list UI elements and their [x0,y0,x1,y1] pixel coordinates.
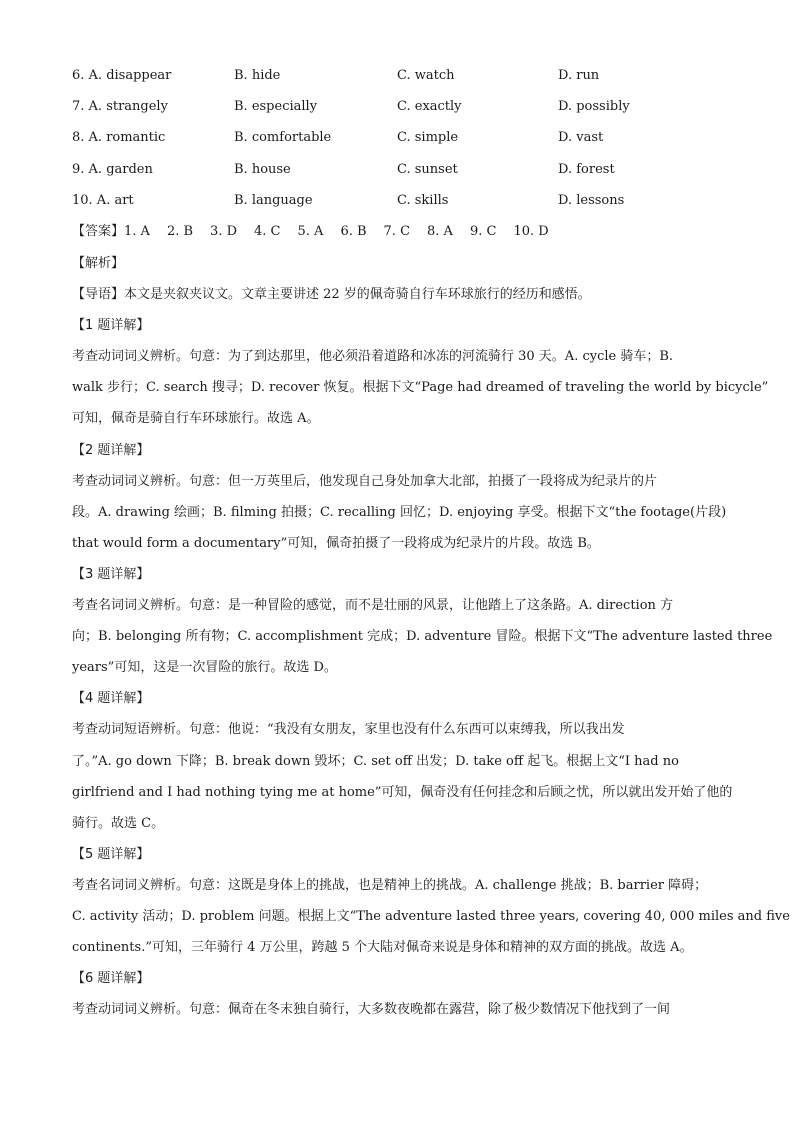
option-choice: 6. A. disappear [72,68,172,83]
answer-key [72,222,566,242]
paragraph-line: 考查动词词义辨析。句意：为了到达那里，他必须沿着道路和冰冻的河流骑行 30 天。A. cycle 骑车；B. [72,349,674,365]
paragraph-line: 了。”A. go down 下降；B. break down 毁坏；C. set off 出发；D. take off 起飞。根据上文“I had no [72,753,679,769]
answer-item: 8. A [427,224,453,239]
option-choice: 7. A. strangely [72,99,168,115]
paragraph-line: C. activity 活动；D. problem 问题。根据上文“The adventure lasted three years, covering 40, 000 miles and five [72,909,790,924]
option-choice: B. house [234,161,291,177]
section-heading: 【3 题详解】 [72,566,150,582]
paragraph-line: 【导语】本文是夹叙夹议文。文章主要讲述 22 岁的佩奇骑自行车环球旅行的经历和感悟。 [72,287,591,302]
paragraph-line: 考查名词词义辨析。句意：这既是身体上的挑战，也是精神上的挑战。A. challenge 挑战；B. barrier 障碍； [72,877,708,893]
option-choice: D. possibly [558,99,630,115]
option-choice: B. especially [234,99,318,115]
option-choice: C. skills [397,192,449,208]
option-choice: D. forest [558,161,615,177]
section-heading: 【2 题详解】 [72,442,150,458]
answer-item: 9. C [469,224,497,239]
answer-item: 2. B [166,224,194,239]
answer-item: 7. C [383,224,411,239]
answer-item: 5. A [297,224,324,239]
section-heading: 【6 题详解】 [72,971,150,987]
paragraph-line: 考查动词词义辨析。句意：佩奇在冬末独自骑行，大多数夜晚都在露营，除了极少数情况下他找到了一间 [72,1002,671,1018]
paragraph-line: 考查名词词义辨析。句意：是一种冒险的感觉，而不是壮丽的风景，让他踏上了这条路。A. direction 方 [72,598,674,613]
paragraph-line: 考查动词词义辨析。句意：但一万英里后，他发现自己身处加拿大北部，拍摄了一段将成为纪录片的片 [72,473,658,489]
paragraph-line: 向；B. belonging 所有物；C. accomplishment 完成；D. adventure 冒险。根据下文“The adventure lasted three [72,629,773,645]
answer-tag: 【答案】 [72,224,125,239]
section-heading: 【5 题详解】 [72,846,150,862]
paragraph-line: 可知，佩奇是骑自行车环球旅行。故选 A。 [72,411,320,427]
option-choice: B. language [234,192,313,208]
option-choice: 9. A. garden [72,161,153,177]
answer-item: 3. D [210,224,238,239]
analysis-heading: 【解析】 [72,256,125,271]
answer-item: 6. B [340,224,367,239]
option-choice: D. vast [558,130,604,146]
option-choice: C. sunset [397,161,458,177]
paragraph-line: 考查动词短语辨析。句意：他说：“我没有女朋友，家里也没有什么东西可以束缚我，所以我出发 [72,722,625,738]
answer-item: 4. C [254,224,281,239]
option-choice: C. watch [397,68,455,83]
option-choice: B. comfortable [234,130,332,146]
answer-item: 1. A [124,224,150,239]
option-choice: C. exactly [397,99,462,115]
option-choice: 8. A. romantic [72,130,166,146]
paragraph-line: years”可知，这是一次冒险的旅行。故选 D。 [72,660,337,676]
option-choice: D. lessons [558,192,625,208]
option-choice: D. run [558,68,600,83]
paragraph-line: 段。A. drawing 绘画；B. filming 拍摄；C. recalling 回忆；D. enjoying 享受。根据下文“the footage(片段) [72,504,727,520]
option-choice: 10. A. art [72,192,134,208]
paragraph-line: 骑行。故选 C。 [72,815,165,831]
option-choice: B. hide [234,68,281,83]
section-heading: 【4 题详解】 [72,691,150,707]
answer-item: 10. D [513,224,549,239]
section-heading: 【1 题详解】 [72,318,150,334]
paragraph-line: continents.”可知，三年骑行 4 万公里，跨越 5 个大陆对佩奇来说是身体和精神的双方面的挑战。故选 A。 [72,940,693,956]
option-choice: C. simple [397,130,459,146]
paragraph-line: girlfriend and I had nothing tying me at home”可知，佩奇没有任何挂念和后顾之忧，所以就出发开始了他的 [72,784,733,800]
paragraph-line: walk 步行；C. search 搜寻；D. recover 恢复。根据下文“Page had dreamed of traveling the world by bicycle” [72,380,769,396]
paragraph-line: that would form a documentary”可知，佩奇拍摄了一段将成为纪录片的片段。故选 B。 [72,535,600,551]
